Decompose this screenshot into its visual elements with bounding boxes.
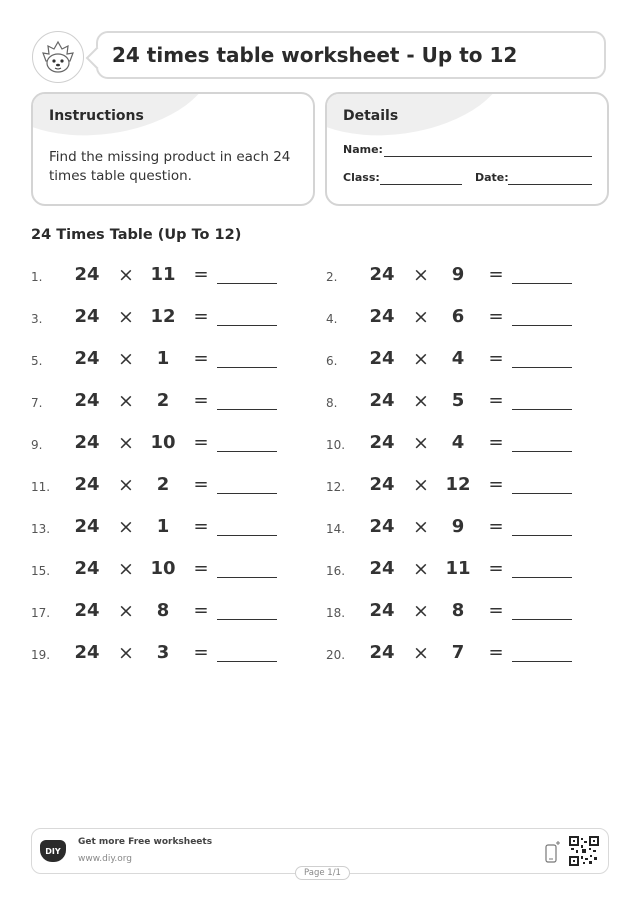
multiplier: 2: [156, 390, 170, 411]
details-panel: [325, 92, 609, 206]
answer-blank[interactable]: [512, 283, 572, 284]
multiplier: 9: [451, 264, 465, 285]
multiplier: 10: [150, 432, 176, 453]
diy-logo-icon: DIY: [40, 840, 66, 862]
times-sign: ×: [413, 600, 429, 622]
times-sign: ×: [118, 390, 134, 412]
class-label: Class:: [343, 171, 380, 184]
answer-blank[interactable]: [217, 451, 277, 452]
question-item: [31, 264, 301, 288]
equals-sign: =: [193, 474, 209, 495]
equals-sign: =: [488, 348, 504, 369]
answer-blank[interactable]: [512, 493, 572, 494]
question-item: [326, 348, 596, 372]
question-item: [31, 516, 301, 540]
answer-blank[interactable]: [217, 535, 277, 536]
times-sign: ×: [118, 432, 134, 454]
question-number: 14.: [326, 522, 346, 536]
times-sign: ×: [413, 516, 429, 538]
equals-sign: =: [193, 348, 209, 369]
equals-sign: =: [193, 600, 209, 621]
question-number: 19.: [31, 648, 51, 662]
equals-sign: =: [193, 264, 209, 285]
times-sign: ×: [118, 516, 134, 538]
instructions-text: Find the missing product in each 24 times table question.: [49, 149, 291, 184]
answer-blank[interactable]: [217, 367, 277, 368]
phone-icon: [543, 841, 561, 865]
mascot-avatar: [32, 31, 84, 83]
question-number: 5.: [31, 354, 43, 368]
question-item: [326, 264, 596, 288]
multiplicand: 24: [369, 600, 395, 621]
multiplicand: 24: [369, 642, 395, 663]
question-item: [31, 390, 301, 414]
answer-blank[interactable]: [217, 325, 277, 326]
question-number: 1.: [31, 270, 43, 284]
times-sign: ×: [413, 390, 429, 412]
footer-title: Get more Free worksheets: [78, 837, 213, 847]
answer-blank[interactable]: [217, 661, 277, 662]
multiplier: 9: [451, 516, 465, 537]
times-sign: ×: [118, 264, 134, 286]
multiplicand: 24: [74, 600, 100, 621]
answer-blank[interactable]: [512, 367, 572, 368]
multiplicand: 24: [369, 264, 395, 285]
times-sign: ×: [118, 474, 134, 496]
multiplicand: 24: [74, 390, 100, 411]
times-sign: ×: [118, 348, 134, 370]
answer-blank[interactable]: [512, 577, 572, 578]
multiplier: 1: [156, 516, 170, 537]
equals-sign: =: [488, 432, 504, 453]
name-label: Name:: [343, 143, 383, 156]
answer-blank[interactable]: [217, 409, 277, 410]
times-sign: ×: [413, 642, 429, 664]
equals-sign: =: [488, 600, 504, 621]
times-sign: ×: [413, 306, 429, 328]
multiplier: 7: [451, 642, 465, 663]
answer-blank[interactable]: [217, 577, 277, 578]
question-number: 6.: [326, 354, 338, 368]
equals-sign: =: [488, 306, 504, 327]
multiplicand: 24: [369, 474, 395, 495]
multiplicand: 24: [369, 348, 395, 369]
equals-sign: =: [193, 642, 209, 663]
multiplier: 8: [451, 600, 465, 621]
multiplicand: 24: [74, 516, 100, 537]
answer-blank[interactable]: [512, 661, 572, 662]
hedgehog-mascot-icon: [38, 37, 78, 77]
question-number: 7.: [31, 396, 43, 410]
question-item: [326, 432, 596, 456]
multiplicand: 24: [74, 348, 100, 369]
name-field[interactable]: [384, 156, 592, 157]
times-sign: ×: [413, 348, 429, 370]
question-number: 4.: [326, 312, 338, 326]
answer-blank[interactable]: [217, 619, 277, 620]
multiplier: 6: [451, 306, 465, 327]
footer-url[interactable]: www.diy.org: [78, 854, 132, 864]
date-label: Date:: [475, 171, 509, 184]
multiplier: 10: [150, 558, 176, 579]
question-item: [326, 516, 596, 540]
question-item: [31, 600, 301, 624]
answer-blank[interactable]: [512, 325, 572, 326]
times-sign: ×: [118, 642, 134, 664]
equals-sign: =: [488, 642, 504, 663]
qr-code-icon[interactable]: [569, 836, 599, 866]
equals-sign: =: [193, 516, 209, 537]
details-heading: Details: [343, 108, 399, 124]
answer-blank[interactable]: [512, 535, 572, 536]
multiplicand: 24: [369, 306, 395, 327]
question-item: [31, 306, 301, 330]
question-number: 11.: [31, 480, 51, 494]
multiplicand: 24: [74, 432, 100, 453]
question-item: [326, 600, 596, 624]
equals-sign: =: [488, 516, 504, 537]
question-number: 15.: [31, 564, 51, 578]
title-bubble-tail: [86, 47, 109, 70]
multiplier: 11: [445, 558, 471, 579]
answer-blank[interactable]: [512, 451, 572, 452]
multiplicand: 24: [74, 264, 100, 285]
question-item: [326, 474, 596, 498]
instructions-panel: [31, 92, 315, 206]
equals-sign: =: [193, 306, 209, 327]
multiplier: 11: [150, 264, 176, 285]
question-item: [326, 306, 596, 330]
class-field[interactable]: [380, 184, 462, 185]
question-number: 9.: [31, 438, 43, 452]
question-number: 20.: [326, 648, 346, 662]
times-sign: ×: [413, 264, 429, 286]
equals-sign: =: [193, 558, 209, 579]
multiplier: 2: [156, 474, 170, 495]
question-item: [31, 558, 301, 582]
question-item: [326, 642, 596, 666]
times-sign: ×: [413, 432, 429, 454]
question-number: 13.: [31, 522, 51, 536]
question-item: [31, 432, 301, 456]
multiplicand: 24: [74, 306, 100, 327]
multiplier: 1: [156, 348, 170, 369]
multiplier: 3: [156, 642, 170, 663]
instructions-heading: Instructions: [49, 108, 144, 124]
question-number: 2.: [326, 270, 338, 284]
question-number: 8.: [326, 396, 338, 410]
question-item: [31, 642, 301, 666]
answer-blank[interactable]: [512, 409, 572, 410]
question-number: 12.: [326, 480, 346, 494]
times-sign: ×: [413, 558, 429, 580]
question-item: [31, 348, 301, 372]
equals-sign: =: [488, 474, 504, 495]
times-sign: ×: [413, 474, 429, 496]
question-number: 10.: [326, 438, 346, 452]
section-heading: 24 Times Table (Up To 12): [31, 227, 242, 243]
times-sign: ×: [118, 558, 134, 580]
multiplicand: 24: [369, 516, 395, 537]
question-number: 18.: [326, 606, 346, 620]
multiplier: 8: [156, 600, 170, 621]
multiplier: 12: [445, 474, 471, 495]
page-number: Page 1/1: [295, 866, 350, 880]
date-field[interactable]: [508, 184, 592, 185]
question-item: [326, 390, 596, 414]
equals-sign: =: [193, 390, 209, 411]
times-sign: ×: [118, 600, 134, 622]
multiplicand: 24: [74, 642, 100, 663]
question-item: [326, 558, 596, 582]
multiplier: 4: [451, 348, 465, 369]
title-bubble: [96, 31, 606, 79]
answer-blank[interactable]: [217, 493, 277, 494]
answer-blank[interactable]: [217, 283, 277, 284]
multiplicand: 24: [74, 474, 100, 495]
multiplicand: 24: [369, 390, 395, 411]
multiplicand: 24: [369, 558, 395, 579]
multiplicand: 24: [74, 558, 100, 579]
page-title: 24 times table worksheet - Up to 12: [112, 43, 518, 67]
equals-sign: =: [193, 432, 209, 453]
answer-blank[interactable]: [512, 619, 572, 620]
multiplier: 4: [451, 432, 465, 453]
question-item: [31, 474, 301, 498]
equals-sign: =: [488, 264, 504, 285]
times-sign: ×: [118, 306, 134, 328]
question-number: 16.: [326, 564, 346, 578]
multiplier: 12: [150, 306, 176, 327]
multiplier: 5: [451, 390, 465, 411]
question-number: 17.: [31, 606, 51, 620]
multiplicand: 24: [369, 432, 395, 453]
equals-sign: =: [488, 558, 504, 579]
equals-sign: =: [488, 390, 504, 411]
question-number: 3.: [31, 312, 43, 326]
